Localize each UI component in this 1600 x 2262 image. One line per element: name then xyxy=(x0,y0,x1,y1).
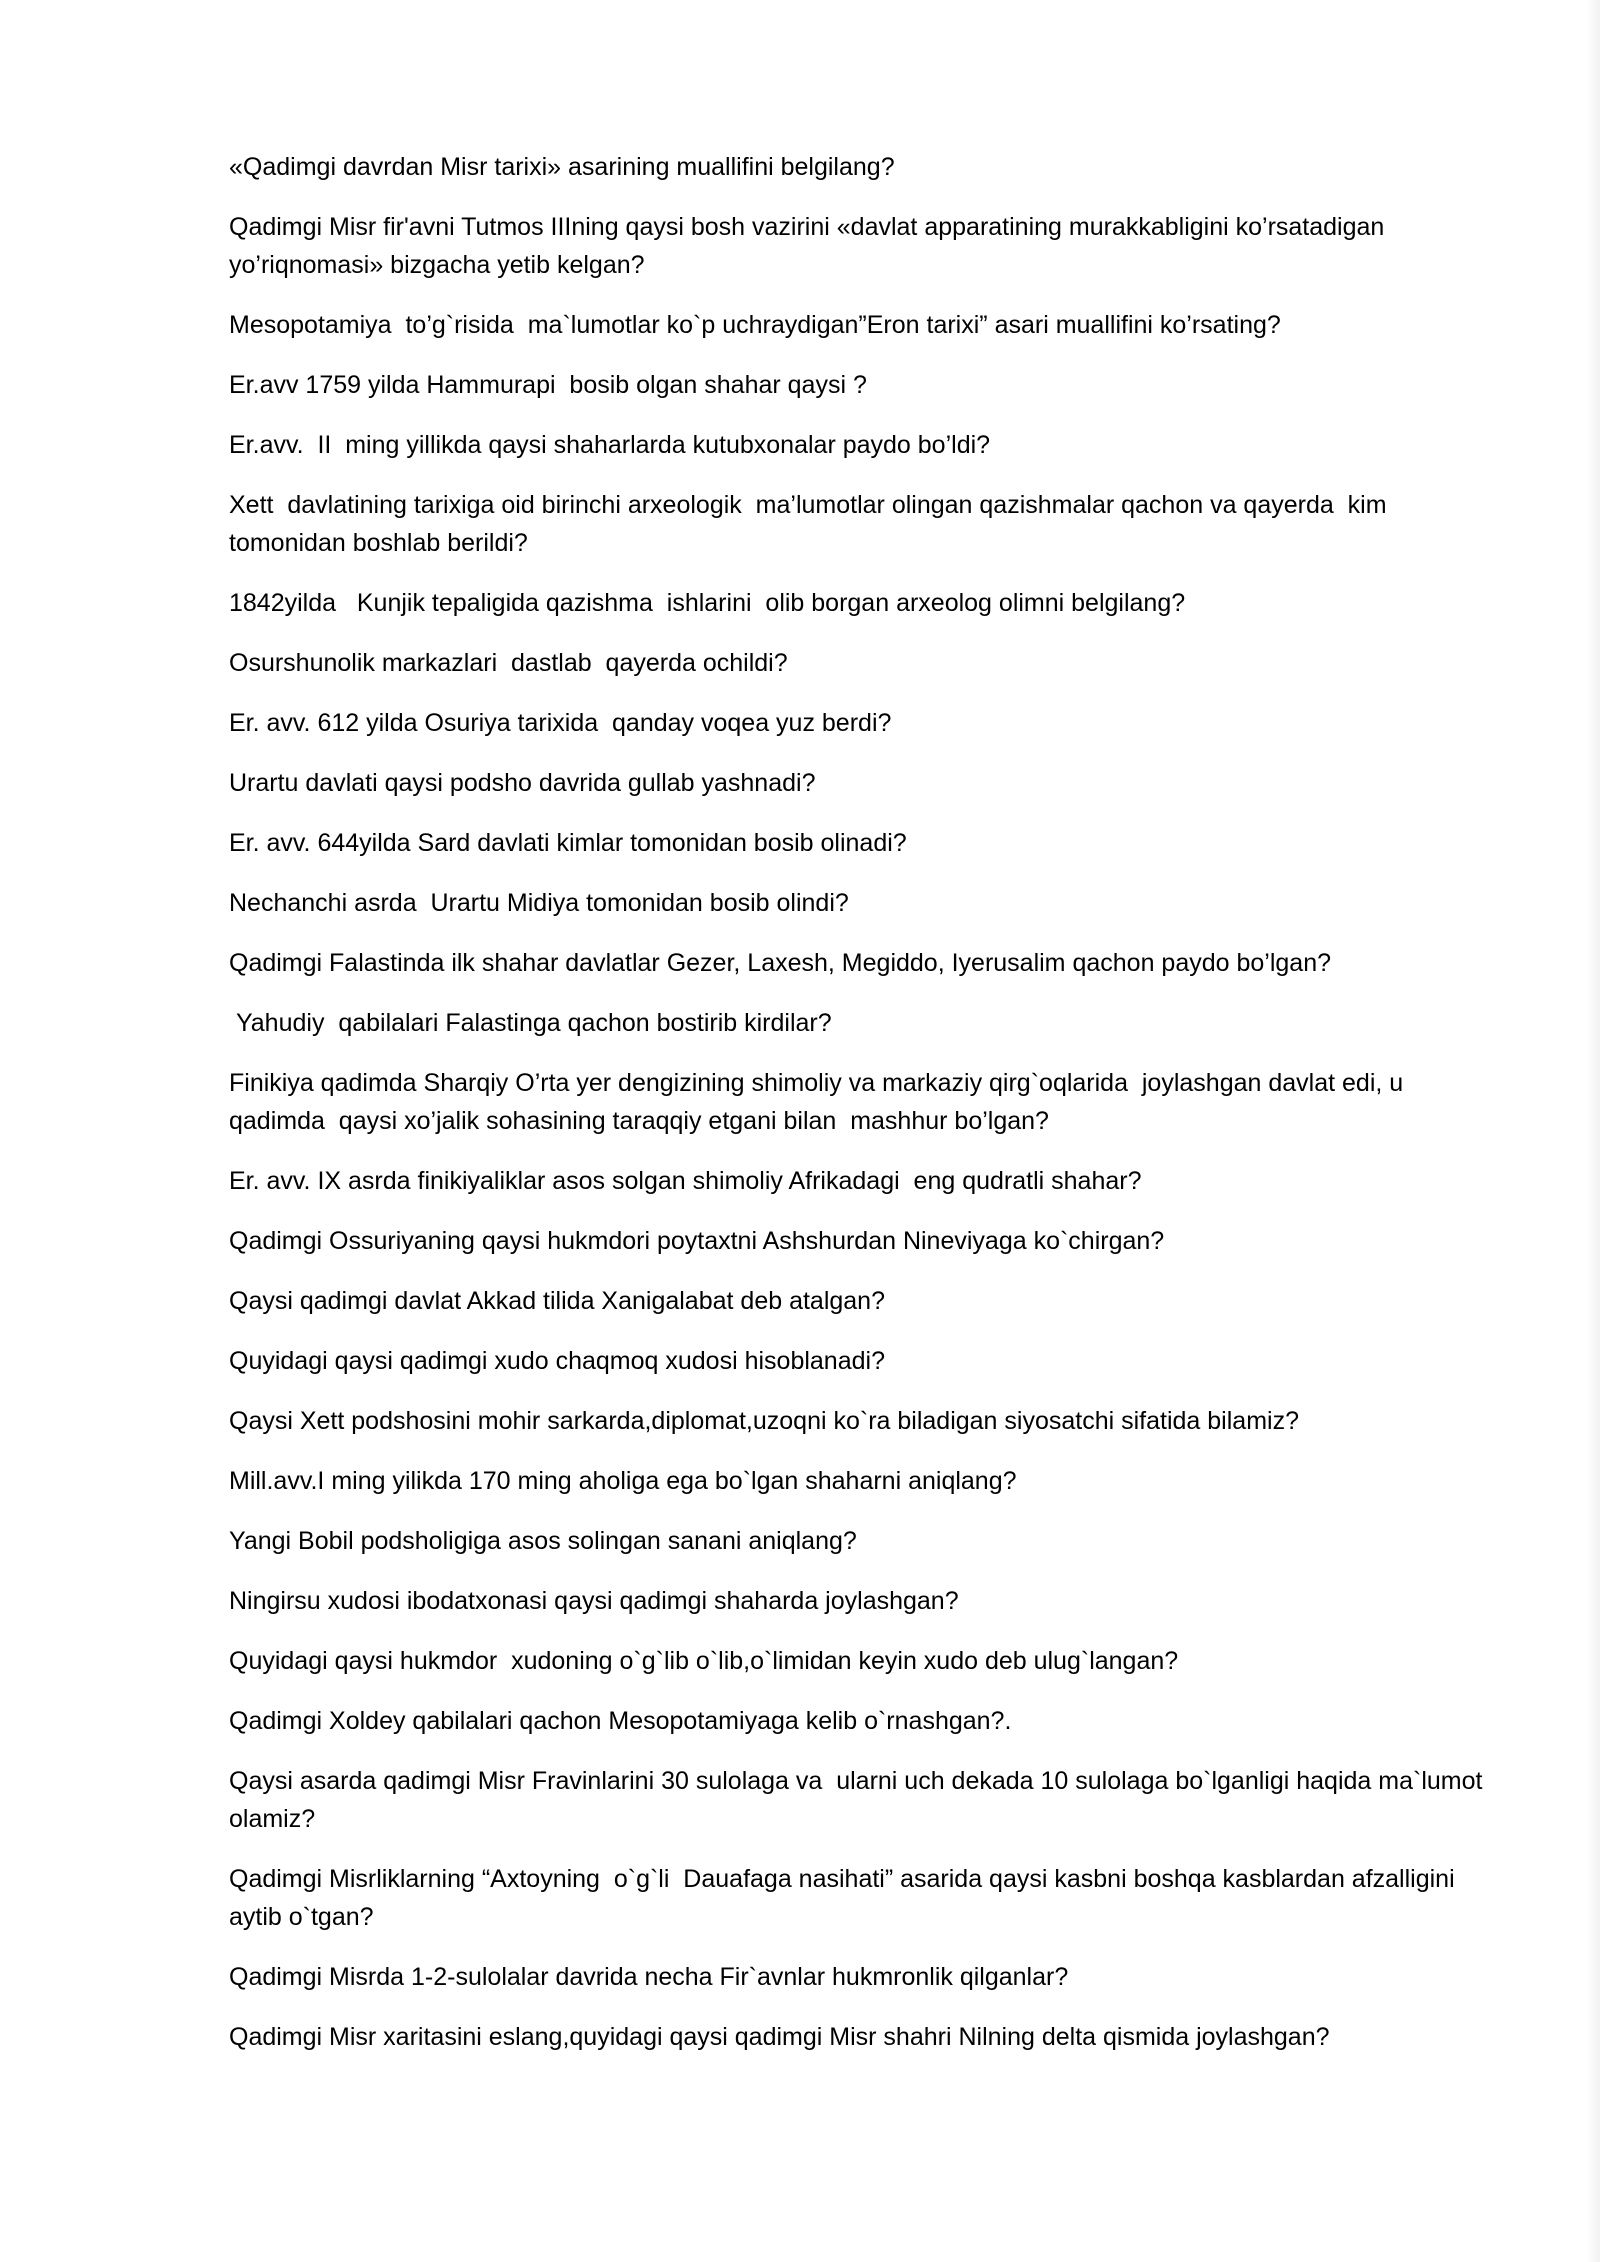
question-item: Qadimgi Misrliklarning “Axtoyning o`g`li Dauafaga nasihati” asarida qaysi kasbni boshqa kasblardan afzalligini aytib o`tgan? xyxy=(229,1865,1462,1931)
question-item: Qaysi Xett podshosini mohir sarkarda,diplomat,uzoqni ko`ra biladigan siyosatchi sifatida bilamiz? xyxy=(229,1407,1299,1435)
question-item: Mesopotamiya to’g`risida ma`lumotlar ko`p uchraydigan”Eron tarixi” asari muallifini ko’rsating? xyxy=(229,311,1281,339)
question-item: Qaysi asarda qadimgi Misr Fravinlarini 30 sulolaga va ularni uch dekada 10 sulolaga bo`lganligi haqida ma`lumot olamiz? xyxy=(229,1767,1490,1833)
question-item: Qadimgi Falastinda ilk shahar davlatlar Gezer, Laxesh, Megiddo, Iyerusalim qachon paydo bo’lgan? xyxy=(229,949,1332,977)
question-item: Mill.avv.I ming yilikda 170 ming aholiga ega bo`lgan shaharni aniqlang? xyxy=(229,1467,1017,1495)
question-item: Osurshunolik markazlari dastlab qayerda ochildi? xyxy=(229,649,788,677)
question-list xyxy=(229,148,1491,2078)
question-item: Yangi Bobil podsholigiga asos solingan sanani aniqlang? xyxy=(229,1527,857,1555)
question-item: Quyidagi qaysi hukmdor xudoning o`g`lib o`lib,o`limidan keyin xudo deb ulug`langan? xyxy=(229,1647,1179,1675)
question-item: «Qadimgi davrdan Misr tarixi» asarining muallifini belgilang? xyxy=(229,153,895,181)
question-item: Qadimgi Misrda 1-2-sulolalar davrida necha Fir`avnlar hukmronlik qilganlar? xyxy=(229,1963,1069,1991)
question-item: Yahudiy qabilalari Falastinga qachon bostirib kirdilar? xyxy=(229,1009,832,1037)
question-item: Qadimgi Ossuriyaning qaysi hukmdori poytaxtni Ashshurdan Nineviyaga ko`chirgan? xyxy=(229,1227,1165,1255)
question-item: Er. avv. 644yilda Sard davlati kimlar tomonidan bosib olinadi? xyxy=(229,829,907,857)
page-edge-shadow xyxy=(1586,0,1600,2262)
question-item: Er. avv. 612 yilda Osuriya tarixida qanday voqea yuz berdi? xyxy=(229,709,892,737)
question-item: Quyidagi qaysi qadimgi xudo chaqmoq xudosi hisoblanadi? xyxy=(229,1347,885,1375)
question-item: Nechanchi asrda Urartu Midiya tomonidan bosib olindi? xyxy=(229,889,849,917)
question-item: Urartu davlati qaysi podsho davrida gullab yashnadi? xyxy=(229,769,816,797)
question-item: Er.avv. II ming yillikda qaysi shaharlarda kutubxonalar paydo bo’ldi? xyxy=(229,431,991,459)
question-item: Qaysi qadimgi davlat Akkad tilida Xanigalabat deb atalgan? xyxy=(229,1287,885,1315)
question-item: Qadimgi Misr xaritasini eslang,quyidagi qaysi qadimgi Misr shahri Nilning delta qismida joylashgan? xyxy=(229,2023,1330,2051)
question-item: Er.avv 1759 yilda Hammurapi bosib olgan shahar qaysi ? xyxy=(229,371,867,399)
question-item: Finikiya qadimda Sharqiy O’rta yer dengizining shimoliy va markaziy qirg`oqlarida joylashgan davlat edi, u qadimda qaysi xo’jalik sohasining taraqqiy etgani bilan mashhur bo’lgan? xyxy=(229,1069,1411,1135)
question-item: Xett davlatining tarixiga oid birinchi arxeologik ma’lumotlar olingan qazishmalar qachon va qayerda kim tomonidan boshlab berildi? xyxy=(229,491,1394,557)
question-item: Qadimgi Xoldey qabilalari qachon Mesopotamiyaga kelib o`rnashgan?. xyxy=(229,1707,1012,1735)
question-item: Er. avv. IX asrda finikiyaliklar asos solgan shimoliy Afrikadagi eng qudratli shahar? xyxy=(229,1167,1142,1195)
question-item: Ningirsu xudosi ibodatxonasi qaysi qadimgi shaharda joylashgan? xyxy=(229,1587,959,1615)
question-item: 1842yilda Kunjik tepaligida qazishma ishlarini olib borgan arxeolog olimni belgilang? xyxy=(229,589,1186,617)
question-item: Qadimgi Misr fir'avni Tutmos IIIning qaysi bosh vazirini «davlat apparatining murakkabligini ko’rsatadigan yo’riqnomasi» bizgacha yetib kelgan? xyxy=(229,213,1392,279)
